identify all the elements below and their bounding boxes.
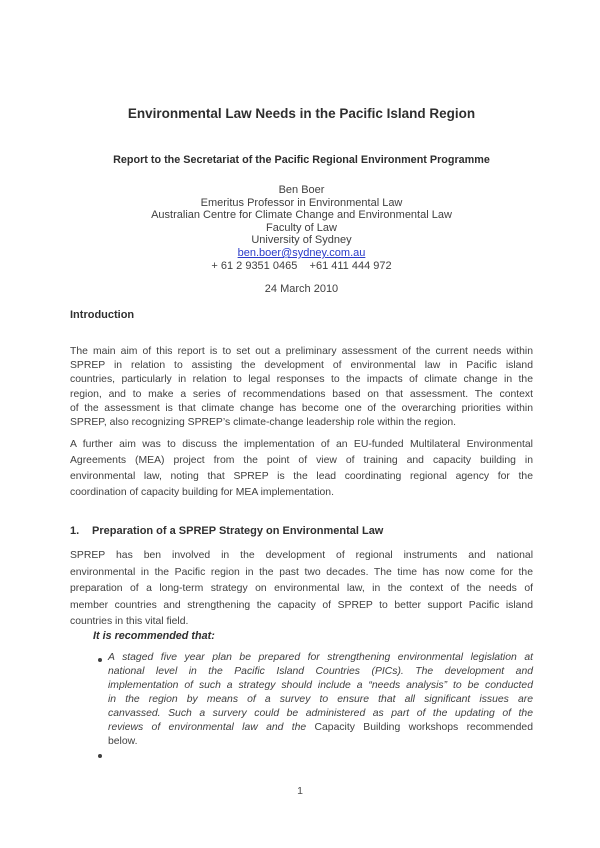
recommendation-bullet-1: [97, 651, 533, 749]
phone-numbers: + 61 2 9351 0465 +61 411 444 972: [211, 259, 392, 272]
text-line: [108, 735, 533, 749]
text-line: The main aim of this report is to set out a preliminary assessment of the current needs within: [70, 346, 533, 357]
recommendation-label: It is recommended that:: [93, 630, 215, 642]
text-line: of the assessment is that climate change has become one of the overarching priorities within: [70, 402, 533, 414]
report-title: Environmental Law Needs in the Pacific Island Region: [127, 106, 476, 121]
page-number: 1: [297, 785, 303, 797]
bullet-icon: [98, 658, 102, 662]
recommendation-bullet-2: [97, 750, 533, 764]
intro-paragraph-1: [70, 345, 533, 430]
text-line: preparation of a long-term strategy on environmental law, in the context of the needs of: [70, 583, 533, 595]
text-line: implementation of such a strategy should include a “needs analysis” to be conducted: [108, 680, 533, 691]
author-role: Emeritus Professor in Environmental Law: [200, 196, 403, 209]
text-line: countries in this vital field.: [70, 616, 189, 628]
section-1-title: Preparation of a SPREP Strategy on Environmental Law: [92, 525, 384, 537]
text-line: [108, 721, 533, 735]
report-date: 24 March 2010: [264, 283, 339, 295]
text-line: SPREP, also recognizing SPREP’s climate-change leadership role within the region.: [70, 417, 457, 429]
text-line: A further aim was to discuss the implementation of an EU-funded Multilateral Environmental: [70, 439, 533, 450]
text-line: countries, particularly in relation to legal responses to the impacts of climate change in the: [70, 374, 533, 386]
text-segment: reviews of environmental law and the: [108, 722, 315, 733]
text-line: environmental law, noting that SPREP is the lead coordinating regional agency for the: [70, 471, 533, 482]
text-line: national level in the Pacific Island Countries (PICs). The development and: [108, 666, 533, 677]
report-subtitle: Report to the Secretariat of the Pacific Regional Environment Programme: [113, 154, 490, 166]
section-1-heading: [70, 524, 533, 538]
bullet-icon: [98, 754, 102, 758]
text-segment: Capacity Building workshops recommended: [314, 722, 533, 733]
author-centre: Australian Centre for Climate Change and Environmental Law: [151, 209, 452, 222]
author-university: University of Sydney: [251, 234, 352, 247]
introduction-heading: Introduction: [70, 309, 135, 321]
text-line: in the region by means of a survey to ensure that all significant issues are: [108, 694, 533, 705]
text-line: SPREP in relation to assisting the development of environmental law in Pacific island: [70, 360, 533, 372]
email-link[interactable]: ben.boer@sydney.com.au: [237, 246, 366, 259]
text-line: SPREP has ben involved in the development of regional instruments and national: [70, 550, 533, 561]
text-line: canvassed. Such a survery could be administered as part of the updating of the: [108, 708, 533, 719]
text-line: coordination of capacity building for MEA implementation.: [70, 487, 334, 498]
text-line: environmental in the Pacific region in the past two decades. The time has now come for the: [70, 566, 533, 578]
author-name: Ben Boer: [278, 184, 325, 196]
author-faculty: Faculty of Law: [266, 221, 337, 234]
section-1-number: 1.: [70, 525, 80, 537]
author-block: [70, 184, 533, 272]
section-1-paragraph: [70, 548, 533, 631]
text-segment: below.: [108, 736, 138, 747]
text-line: Agreements (MEA) project from the point of view of training and capacity building in: [70, 455, 533, 466]
text-line: member countries and strengthening the capacity of SPREP to better support Pacific island: [70, 599, 533, 611]
intro-paragraph-2: [70, 437, 533, 501]
text-line: A staged five year plan be prepared for strengthening environmental legislation at: [108, 652, 533, 663]
text-line: region, and to make a series of recommendations based on that assessment. The context: [70, 388, 533, 400]
